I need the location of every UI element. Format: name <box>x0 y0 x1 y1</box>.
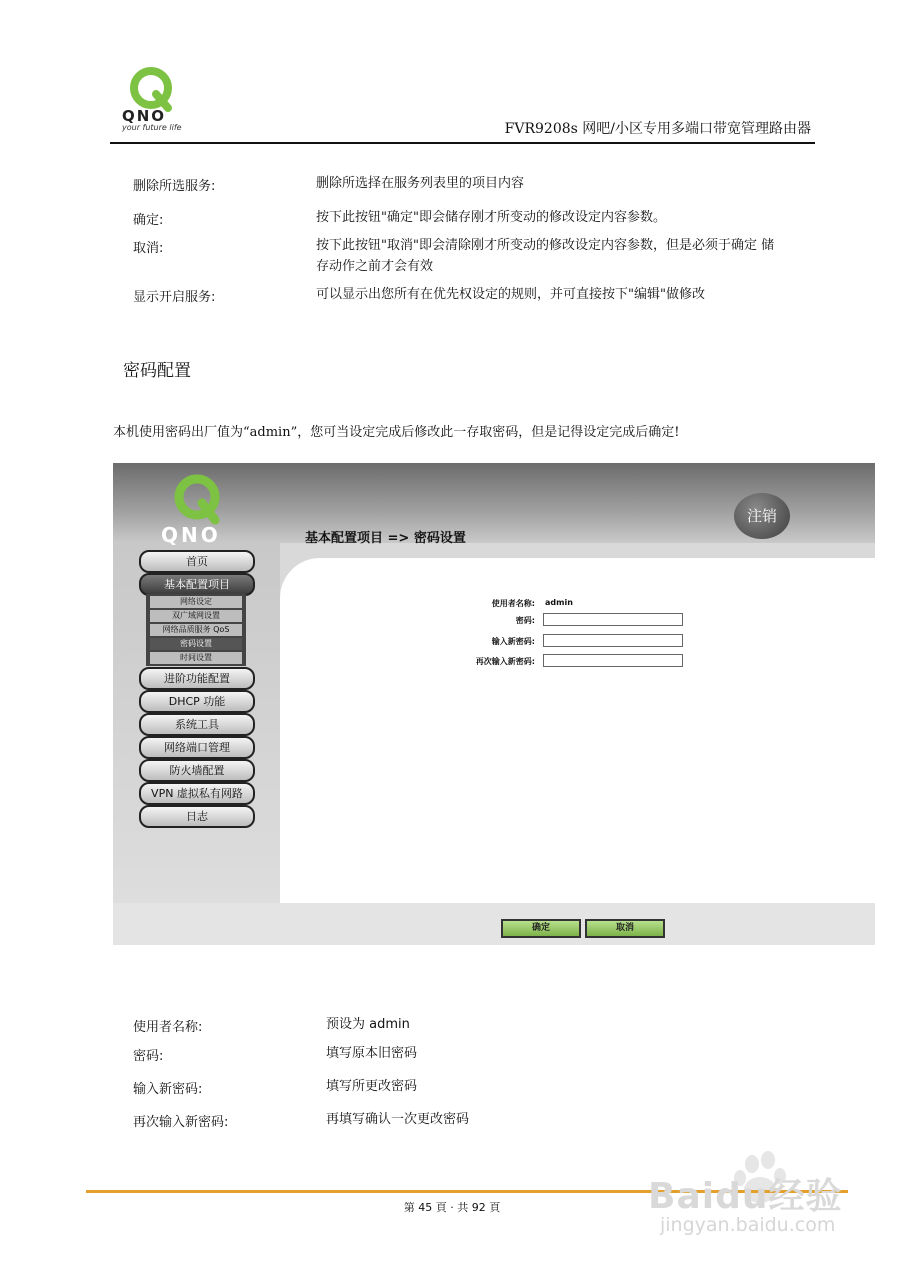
definition-label: 密码: <box>133 1049 164 1064</box>
qno-logo-icon <box>128 66 174 112</box>
definition-desc: 删除所选择在服务列表里的项目内容 <box>316 176 525 191</box>
document-title: FVR9208s 网吧/小区专用多端口带宽管理路由器 <box>504 121 811 137</box>
definition-desc: 填写原本旧密码 <box>326 1046 418 1061</box>
watermark-text: Baidu经验 <box>648 1176 843 1217</box>
nav-vpn[interactable]: VPN 虚拟私有网路 <box>139 782 255 805</box>
subnav-qos[interactable]: 网络品质服务 QoS <box>150 624 242 636</box>
logout-button[interactable]: 注销 <box>734 493 790 539</box>
definition-label: 使用者名称: <box>133 1020 203 1035</box>
password-input[interactable] <box>543 613 683 626</box>
ok-button[interactable]: 确定 <box>501 919 581 938</box>
nav-port-management[interactable]: 网络端口管理 <box>139 736 255 759</box>
definition-desc: 再填写确认一次更改密码 <box>326 1112 470 1127</box>
subnav-password[interactable]: 密码设置 <box>150 638 242 650</box>
confirm-password-input[interactable] <box>543 654 683 667</box>
page-number: 第 45 頁 · 共 92 頁 <box>403 1201 501 1214</box>
username-label: 使用者名称: <box>491 599 535 608</box>
screenshot-content-panel <box>280 558 875 903</box>
password-label: 密码: <box>515 616 535 625</box>
subnav-dual-wan[interactable]: 双广域网设置 <box>150 610 242 622</box>
screenshot-bottom-bar <box>113 903 875 945</box>
nav-dhcp[interactable]: DHCP 功能 <box>139 690 255 713</box>
nav-home[interactable]: 首页 <box>139 550 255 573</box>
section-title: 密码配置 <box>123 361 191 381</box>
definition-label: 删除所选服务: <box>133 179 216 194</box>
username-value: admin <box>545 598 573 607</box>
subnav-time[interactable]: 时间设置 <box>150 652 242 664</box>
nav-advanced[interactable]: 进阶功能配置 <box>139 667 255 690</box>
definition-desc: 按下此按钮"确定"即会储存刚才所变动的修改设定内容参数。 <box>316 210 666 225</box>
subnav-network[interactable]: 网络设定 <box>150 596 242 608</box>
definition-desc: 可以显示出您所有在优先权设定的规则，并可直接按下"编辑"做修改 <box>316 287 705 302</box>
breadcrumb: 基本配置项目 => 密码设置 <box>305 531 466 546</box>
confirm-password-label: 再次输入新密码: <box>475 657 535 666</box>
brand-logo-text: QNO <box>122 107 167 125</box>
definition-label: 取消: <box>133 241 164 256</box>
new-password-label: 输入新密码: <box>491 637 535 646</box>
definition-label: 再次输入新密码: <box>133 1115 229 1130</box>
definition-desc: 预设为 admin <box>326 1017 410 1032</box>
nav-system-tools[interactable]: 系统工具 <box>139 713 255 736</box>
nav-log[interactable]: 日志 <box>139 805 255 828</box>
screenshot-brand-text: QNO <box>161 523 221 547</box>
definition-desc: 按下此按钮"取消"即会清除刚才所变动的修改设定内容参数，但是必须于确定 储存动作之前才会有效 <box>316 238 775 274</box>
header-divider <box>110 142 815 144</box>
router-ui-screenshot <box>113 463 875 945</box>
definition-desc: 填写所更改密码 <box>326 1079 418 1094</box>
brand-tagline: your future life <box>122 123 182 132</box>
nav-basic-config[interactable]: 基本配置项目 <box>139 573 255 596</box>
cancel-button[interactable]: 取消 <box>585 919 665 938</box>
definition-label: 显示开启服务: <box>133 290 216 305</box>
qno-logo-icon <box>171 473 223 525</box>
new-password-input[interactable] <box>543 634 683 647</box>
definition-label: 输入新密码: <box>133 1082 203 1097</box>
watermark-url: jingyan.baidu.com <box>660 1214 836 1236</box>
intro-paragraph: 本机使用密码出厂值为“admin”，您可当设定完成后修改此一存取密码，但是记得设定完成后确定! <box>113 425 680 440</box>
nav-firewall[interactable]: 防火墙配置 <box>139 759 255 782</box>
definition-label: 确定: <box>133 213 164 228</box>
